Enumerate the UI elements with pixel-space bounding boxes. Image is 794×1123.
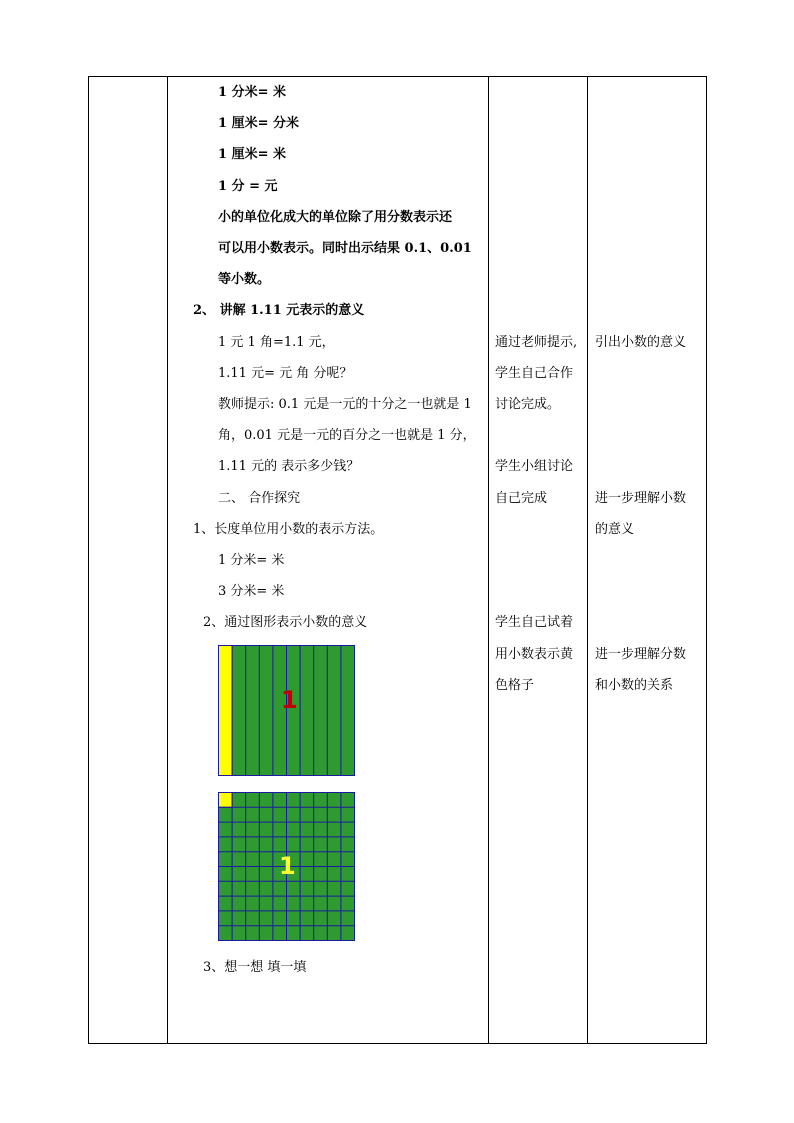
intent-line: 和小数的关系 <box>595 678 674 693</box>
intent-line: 的意义 <box>595 522 635 537</box>
table-bottom-border <box>88 1043 707 1044</box>
content-line: 小的单位化成大的单位除了用分数表示还 <box>218 210 453 225</box>
activity-line: 学生自己试着 <box>495 615 574 630</box>
activity-line: 通过老师提示, <box>495 335 578 350</box>
content-line: 3 分米= 米 <box>218 584 285 599</box>
intent-line: 进一步理解小数 <box>595 491 687 506</box>
content-line: 1 分米= 米 <box>218 85 286 100</box>
activity-line: 学生小组讨论 <box>495 459 574 474</box>
section-heading: 2、 讲解 1.11 元表示的意义 <box>193 303 365 318</box>
content-line: 1.11 元的 表示多少钱？ <box>218 459 360 474</box>
intent-line: 引出小数的意义 <box>595 335 687 350</box>
yellow-cell <box>219 793 233 808</box>
activity-line: 讨论完成。 <box>495 397 561 412</box>
activity-line: 自己完成 <box>495 491 548 506</box>
grid-label-one: 1 <box>279 852 296 880</box>
yellow-strip <box>219 646 233 776</box>
column-divider-1 <box>167 76 168 1044</box>
activity-line: 色格子 <box>495 678 535 693</box>
content-line: 2、通过图形表示小数的意义 <box>203 615 368 630</box>
column-divider-2 <box>488 76 489 1044</box>
content-line: 等小数。 <box>218 272 271 287</box>
table-right-border <box>706 76 707 1044</box>
content-line: 1 厘米= 米 <box>218 147 286 162</box>
content-line: 1.11 元= 元 角 分呢？ <box>218 366 353 381</box>
content-line: 1 分米= 米 <box>218 553 285 568</box>
content-line: 1、长度单位用小数的表示方法。 <box>193 522 384 537</box>
content-line: 1 元 1 角=1.1 元， <box>218 335 335 350</box>
section-heading: 二、 合作探究 <box>218 491 301 506</box>
content-line: 角，0.01 元是一元的百分之一也就是 1 分， <box>218 428 476 443</box>
content-line: 3、想一想 填一填 <box>203 960 307 975</box>
activity-line: 学生自己合作 <box>495 366 574 381</box>
content-line: 可以用小数表示。同时出示结果 0.1、0.01 <box>218 241 472 256</box>
table-left-border <box>88 76 89 1044</box>
activity-line: 用小数表示黄 <box>495 647 574 662</box>
column-divider-3 <box>587 76 588 1044</box>
table-top-border <box>88 76 707 77</box>
grid-label-one: 1 <box>281 686 298 714</box>
content-line: 1 分 = 元 <box>218 179 278 194</box>
intent-line: 进一步理解分数 <box>595 647 687 662</box>
content-line: 教师提示: 0.1 元是一元的十分之一也就是 1 <box>218 397 472 412</box>
content-line: 1 厘米= 分米 <box>218 116 299 131</box>
